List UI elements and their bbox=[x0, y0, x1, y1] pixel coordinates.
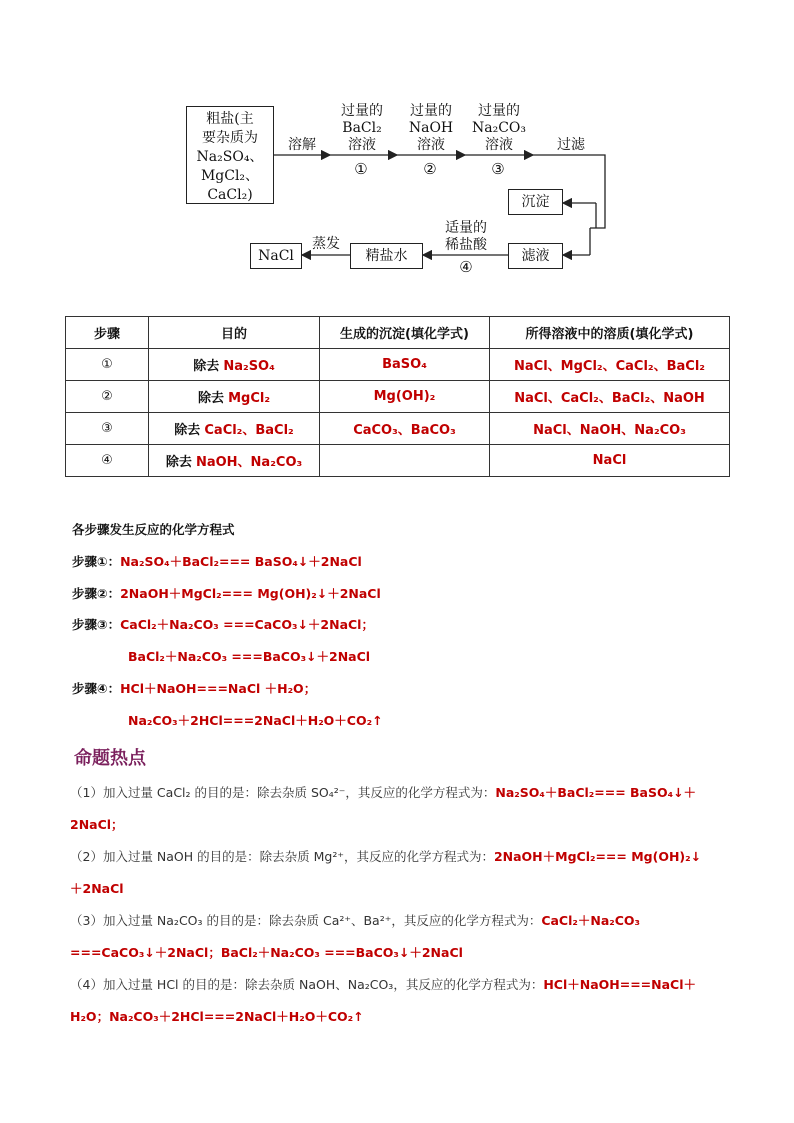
step1-number: ① bbox=[354, 160, 368, 178]
evaporate-label: 蒸发 bbox=[312, 236, 340, 252]
equations-heading bbox=[72, 520, 235, 538]
solute-cell: NaCl、NaOH、Na₂CO₃ bbox=[490, 413, 730, 445]
header-solute: 所得溶液中的溶质(填化学式) bbox=[490, 317, 730, 349]
equation-line bbox=[72, 584, 381, 602]
header-purpose: 目的 bbox=[149, 317, 320, 349]
step3-reagent bbox=[466, 103, 532, 154]
step-cell: ④ bbox=[66, 445, 149, 477]
equation-text: HCl＋NaOH===NaCl ＋H₂O； bbox=[120, 681, 317, 696]
question-2 bbox=[70, 847, 730, 899]
precipitate-cell: BaSO₄ bbox=[320, 349, 490, 381]
answer-text: 2NaOH＋MgCl₂=== Mg(OH)₂↓ bbox=[493, 849, 702, 864]
answer-text: ＋2NaCl bbox=[70, 881, 124, 896]
equation-line bbox=[72, 615, 374, 633]
purpose-cell bbox=[149, 445, 320, 477]
step4-number: ④ bbox=[459, 258, 473, 276]
answer-text: CaCl₂＋Na₂CO₃ bbox=[541, 913, 641, 928]
table-row bbox=[66, 349, 730, 381]
purpose-cell bbox=[149, 413, 320, 445]
table-header-row bbox=[66, 317, 730, 349]
nacl-box: NaCl bbox=[250, 243, 302, 269]
equation-label: 步骤②： bbox=[72, 586, 121, 601]
purpose-prefix: 除去 bbox=[197, 391, 224, 406]
steps-table bbox=[65, 316, 730, 477]
purpose-value: MgCl₂ bbox=[228, 391, 271, 406]
table-row bbox=[66, 445, 730, 477]
equations-heading-text: 各步骤发生反应的化学方程式 bbox=[72, 522, 235, 537]
raw-salt-line: Na₂SO₄、 bbox=[196, 149, 264, 165]
step-cell: ② bbox=[66, 381, 149, 413]
purpose-prefix: 除去 bbox=[165, 455, 192, 470]
solute-cell: NaCl、CaCl₂、BaCl₂、NaOH bbox=[490, 381, 730, 413]
solute-cell: NaCl、MgCl₂、CaCl₂、BaCl₂ bbox=[490, 349, 730, 381]
equation-line bbox=[128, 711, 383, 729]
purpose-value: Na₂SO₄ bbox=[223, 359, 275, 374]
purpose-value: NaOH、Na₂CO₃ bbox=[195, 455, 303, 470]
equation-text: Na₂SO₄＋BaCl₂=== BaSO₄↓＋2NaCl bbox=[120, 554, 362, 569]
step1-reagent bbox=[330, 103, 394, 154]
step3-line: Na₂CO₃ bbox=[471, 120, 526, 136]
step-cell: ③ bbox=[66, 413, 149, 445]
step2-number: ② bbox=[423, 160, 437, 178]
raw-salt-line: CaCl₂) bbox=[207, 187, 253, 203]
equation-label: 步骤③： bbox=[72, 617, 121, 632]
filtrate-box: 滤液 bbox=[508, 243, 563, 269]
step2-reagent bbox=[399, 103, 463, 154]
step3-line: 过量的 bbox=[478, 103, 520, 119]
precipitate-cell bbox=[320, 445, 490, 477]
precipitate-box: 沉淀 bbox=[508, 189, 563, 215]
step1-line: 过量的 bbox=[341, 103, 383, 119]
answer-text: Na₂SO₄＋BaCl₂=== BaSO₄↓＋ bbox=[495, 785, 697, 800]
step4-line: 稀盐酸 bbox=[445, 237, 487, 253]
equation-text: BaCl₂＋Na₂CO₃ ===BaCO₃↓＋2NaCl bbox=[128, 649, 371, 664]
step1-line: BaCl₂ bbox=[342, 120, 382, 136]
step3-number: ③ bbox=[491, 160, 505, 178]
question-3 bbox=[70, 911, 730, 963]
answer-text: H₂O；Na₂CO₃＋2HCl===2NaCl＋H₂O＋CO₂↑ bbox=[70, 1009, 364, 1024]
equation-text: 2NaOH＋MgCl₂=== Mg(OH)₂↓＋2NaCl bbox=[120, 586, 381, 601]
raw-salt-line: 要杂质为 bbox=[202, 130, 258, 146]
equation-line bbox=[72, 679, 316, 697]
header-step: 步骤 bbox=[66, 317, 149, 349]
precipitate-cell: Mg(OH)₂ bbox=[320, 381, 490, 413]
answer-text: HCl＋NaOH===NaCl＋ bbox=[543, 977, 697, 992]
answer-text: 2NaCl； bbox=[70, 817, 124, 832]
question-1 bbox=[70, 783, 730, 835]
step2-line: 溶液 bbox=[417, 137, 445, 153]
equation-label: 步骤①： bbox=[72, 554, 121, 569]
raw-salt-line: MgCl₂、 bbox=[200, 168, 260, 184]
answer-text: ===CaCO₃↓＋2NaCl；BaCl₂＋Na₂CO₃ ===BaCO₃↓＋2NaCl bbox=[70, 945, 463, 960]
purpose-cell bbox=[149, 349, 320, 381]
question-text: （1）加入过量 CaCl₂ 的目的是：除去杂质 SO₄²⁻，其反应的化学方程式为： bbox=[70, 785, 496, 800]
table-row bbox=[66, 413, 730, 445]
purpose-prefix: 除去 bbox=[174, 423, 201, 438]
refined-brine-box: 精盐水 bbox=[350, 243, 423, 269]
purpose-prefix: 除去 bbox=[193, 359, 220, 374]
equation-line bbox=[72, 552, 362, 570]
step2-line: 过量的 bbox=[410, 103, 452, 119]
raw-salt-box bbox=[186, 106, 274, 204]
hotspot-title: 命题热点 bbox=[74, 748, 146, 769]
precipitate-cell: CaCO₃、BaCO₃ bbox=[320, 413, 490, 445]
equation-line bbox=[128, 647, 370, 665]
step4-reagent bbox=[433, 220, 499, 254]
step4-line: 适量的 bbox=[445, 220, 487, 236]
step2-line: NaOH bbox=[408, 120, 454, 136]
equation-text: CaCl₂＋Na₂CO₃ ===CaCO₃↓＋2NaCl； bbox=[120, 617, 374, 632]
solute-cell: NaCl bbox=[490, 445, 730, 477]
step1-line: 溶液 bbox=[348, 137, 376, 153]
purpose-value: CaCl₂、BaCl₂ bbox=[204, 423, 294, 438]
question-text: （4）加入过量 HCl 的目的是：除去杂质 NaOH、Na₂CO₃，其反应的化学方程式为： bbox=[70, 977, 544, 992]
equation-text: Na₂CO₃＋2HCl===2NaCl＋H₂O＋CO₂↑ bbox=[128, 713, 383, 728]
purpose-cell bbox=[149, 381, 320, 413]
equation-label: 步骤④： bbox=[72, 681, 121, 696]
filter-label: 过滤 bbox=[557, 137, 585, 153]
header-precipitate: 生成的沉淀(填化学式) bbox=[320, 317, 490, 349]
question-text: （3）加入过量 Na₂CO₃ 的目的是：除去杂质 Ca²⁺、Ba²⁺，其反应的化学方程式为： bbox=[70, 913, 542, 928]
raw-salt-line: 粗盐(主 bbox=[206, 111, 254, 127]
table-row bbox=[66, 381, 730, 413]
dissolve-label: 溶解 bbox=[288, 137, 316, 153]
step3-line: 溶液 bbox=[485, 137, 513, 153]
question-text: （2）加入过量 NaOH 的目的是：除去杂质 Mg²⁺，其反应的化学方程式为： bbox=[70, 849, 494, 864]
step-cell: ① bbox=[66, 349, 149, 381]
question-4 bbox=[70, 975, 730, 1027]
